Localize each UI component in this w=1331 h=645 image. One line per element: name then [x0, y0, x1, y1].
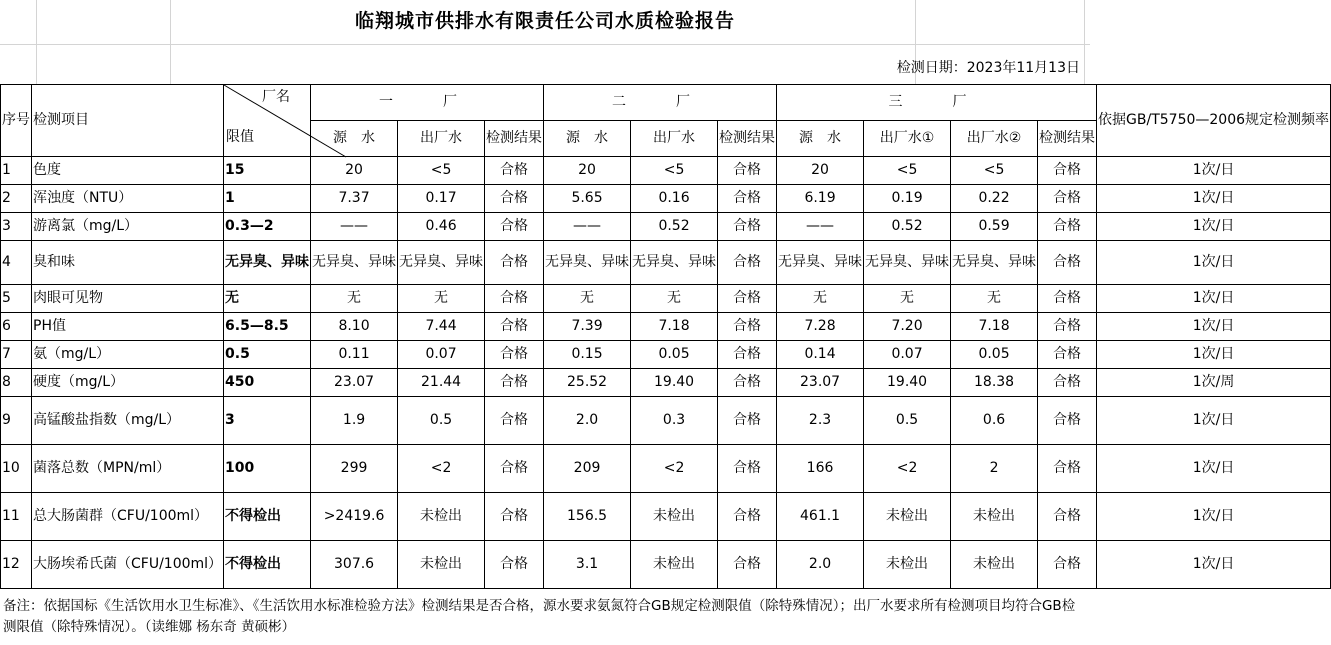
cell-p2-result: 合格	[718, 369, 777, 397]
cell-p3-outlet-1: <2	[864, 445, 951, 493]
table-row	[1, 341, 1331, 369]
cell-p1-source: 23.07	[311, 369, 398, 397]
cell-p3-source: 6.19	[777, 185, 864, 213]
cell-p2-source: 2.0	[544, 397, 631, 445]
cell-limit: 无异臭、异味	[224, 241, 311, 285]
cell-p3-source: 166	[777, 445, 864, 493]
cell-p3-outlet-2: 0.05	[951, 341, 1038, 369]
table-row	[1, 493, 1331, 541]
cell-limit: 3	[224, 397, 311, 445]
cell-p2-outlet: 0.52	[631, 213, 718, 241]
cell-p3-result: 合格	[1038, 313, 1097, 341]
cell-p1-result: 合格	[485, 285, 544, 313]
cell-p2-source: 156.5	[544, 493, 631, 541]
cell-seq: 11	[1, 493, 32, 541]
cell-p3-outlet-1: 0.52	[864, 213, 951, 241]
cell-p2-result: 合格	[718, 445, 777, 493]
cell-p3-outlet-2: 无	[951, 285, 1038, 313]
cell-limit: 无	[224, 285, 311, 313]
cell-p2-source: 无异臭、异味	[544, 241, 631, 285]
cell-p3-outlet-1: 未检出	[864, 493, 951, 541]
cell-limit: 0.5	[224, 341, 311, 369]
cell-p1-outlet: 7.44	[398, 313, 485, 341]
cell-p1-result: 合格	[485, 445, 544, 493]
cell-seq: 5	[1, 285, 32, 313]
cell-p2-outlet: 19.40	[631, 369, 718, 397]
header-p2-outlet: 出厂水	[631, 121, 718, 157]
cell-item: 大肠埃希氏菌（CFU/100ml）	[32, 541, 224, 589]
cell-p3-outlet-1: 未检出	[864, 541, 951, 589]
cell-item: 总大肠菌群（CFU/100ml）	[32, 493, 224, 541]
cell-p2-source: 25.52	[544, 369, 631, 397]
cell-item: PH值	[32, 313, 224, 341]
cell-seq: 12	[1, 541, 32, 589]
cell-limit: 1	[224, 185, 311, 213]
cell-p3-source: 2.0	[777, 541, 864, 589]
table-row	[1, 369, 1331, 397]
cell-p2-result: 合格	[718, 341, 777, 369]
cell-p1-outlet: 0.5	[398, 397, 485, 445]
cell-p2-result: 合格	[718, 185, 777, 213]
header-row-1	[1, 85, 1331, 121]
cell-p1-outlet: 21.44	[398, 369, 485, 397]
cell-p3-source: 20	[777, 157, 864, 185]
table-row	[1, 445, 1331, 493]
cell-frequency: 1次/日	[1097, 541, 1331, 589]
cell-item: 菌落总数（MPN/ml）	[32, 445, 224, 493]
cell-p2-outlet: <5	[631, 157, 718, 185]
header-p3-result: 检测结果	[1038, 121, 1097, 157]
header-p3-outlet-1: 出厂水①	[864, 121, 951, 157]
cell-frequency: 1次/周	[1097, 369, 1331, 397]
cell-p3-result: 合格	[1038, 185, 1097, 213]
cell-p2-outlet: 无异臭、异味	[631, 241, 718, 285]
cell-p3-outlet-1: 0.07	[864, 341, 951, 369]
table-row	[1, 185, 1331, 213]
cell-p3-outlet-2: 未检出	[951, 493, 1038, 541]
table-row	[1, 397, 1331, 445]
cell-p2-source: 3.1	[544, 541, 631, 589]
cell-p2-outlet: 0.05	[631, 341, 718, 369]
cell-item: 色度	[32, 157, 224, 185]
cell-p3-outlet-1: 19.40	[864, 369, 951, 397]
cell-frequency: 1次/日	[1097, 185, 1331, 213]
cell-limit: 15	[224, 157, 311, 185]
cell-p2-result: 合格	[718, 157, 777, 185]
cell-p3-outlet-1: 7.20	[864, 313, 951, 341]
cell-p3-result: 合格	[1038, 541, 1097, 589]
cell-p2-result: 合格	[718, 493, 777, 541]
cell-p3-outlet-2: 未检出	[951, 541, 1038, 589]
header-p2-source: 源 水	[544, 121, 631, 157]
inspection-date: 检测日期：2023年11月13日	[896, 60, 1080, 76]
cell-p3-result: 合格	[1038, 397, 1097, 445]
cell-p3-source: 461.1	[777, 493, 864, 541]
cell-p2-source: 无	[544, 285, 631, 313]
cell-p3-source: 无异臭、异味	[777, 241, 864, 285]
cell-p1-outlet: 无异臭、异味	[398, 241, 485, 285]
water-quality-table	[0, 84, 1331, 589]
cell-frequency: 1次/日	[1097, 213, 1331, 241]
cell-p1-result: 合格	[485, 313, 544, 341]
cell-limit: 不得检出	[224, 541, 311, 589]
cell-p3-outlet-2: <5	[951, 157, 1038, 185]
header-plant-2: 二 厂	[544, 85, 777, 121]
cell-p2-source: ——	[544, 213, 631, 241]
header-p3-source: 源 水	[777, 121, 864, 157]
cell-seq: 4	[1, 241, 32, 285]
cell-item: 浑浊度（NTU）	[32, 185, 224, 213]
cell-p1-result: 合格	[485, 397, 544, 445]
table-row	[1, 157, 1331, 185]
cell-p1-outlet: 0.17	[398, 185, 485, 213]
cell-p2-source: 0.15	[544, 341, 631, 369]
cell-frequency: 1次/日	[1097, 397, 1331, 445]
cell-p2-source: 7.39	[544, 313, 631, 341]
table-row	[1, 285, 1331, 313]
cell-p2-outlet: 未检出	[631, 541, 718, 589]
cell-frequency: 1次/日	[1097, 285, 1331, 313]
cell-p1-source: 307.6	[311, 541, 398, 589]
table-row	[1, 213, 1331, 241]
cell-p3-outlet-1: 无	[864, 285, 951, 313]
header-frequency: 依据GB/T5750—2006规定检测频率	[1097, 85, 1331, 157]
cell-limit: 6.5—8.5	[224, 313, 311, 341]
header-plant-1: 一 厂	[311, 85, 544, 121]
header-p1-outlet: 出厂水	[398, 121, 485, 157]
cell-p1-result: 合格	[485, 213, 544, 241]
header-p2-result: 检测结果	[718, 121, 777, 157]
cell-p2-result: 合格	[718, 213, 777, 241]
cell-p1-source: 299	[311, 445, 398, 493]
table-row	[1, 313, 1331, 341]
cell-p1-source: 8.10	[311, 313, 398, 341]
cell-limit: 100	[224, 445, 311, 493]
cell-item: 氨（mg/L）	[32, 341, 224, 369]
cell-seq: 9	[1, 397, 32, 445]
cell-item: 肉眼可见物	[32, 285, 224, 313]
cell-frequency: 1次/日	[1097, 313, 1331, 341]
cell-p1-result: 合格	[485, 241, 544, 285]
cell-p3-outlet-1: 0.19	[864, 185, 951, 213]
cell-p1-source: 无异臭、异味	[311, 241, 398, 285]
cell-p2-result: 合格	[718, 285, 777, 313]
cell-p1-source: 1.9	[311, 397, 398, 445]
cell-p3-source: 2.3	[777, 397, 864, 445]
cell-p2-source: 209	[544, 445, 631, 493]
cell-p1-result: 合格	[485, 369, 544, 397]
cell-p2-outlet: <2	[631, 445, 718, 493]
cell-frequency: 1次/日	[1097, 445, 1331, 493]
header-diagonal-cell	[224, 85, 311, 157]
cell-p1-result: 合格	[485, 157, 544, 185]
cell-p3-outlet-2: 0.59	[951, 213, 1038, 241]
cell-p2-outlet: 未检出	[631, 493, 718, 541]
cell-p3-outlet-2: 18.38	[951, 369, 1038, 397]
report-title: 临翔城市供排水有限责任公司水质检验报告	[354, 10, 735, 32]
cell-p2-source: 5.65	[544, 185, 631, 213]
cell-seq: 10	[1, 445, 32, 493]
cell-limit: 0.3—2	[224, 213, 311, 241]
cell-item: 高锰酸盐指数（mg/L）	[32, 397, 224, 445]
header-plant-3: 三 厂	[777, 85, 1097, 121]
cell-p1-source: ——	[311, 213, 398, 241]
cell-p1-source: >2419.6	[311, 493, 398, 541]
header-p3-outlet-2: 出厂水②	[951, 121, 1038, 157]
cell-p1-source: 7.37	[311, 185, 398, 213]
cell-p2-source: 20	[544, 157, 631, 185]
cell-p1-result: 合格	[485, 493, 544, 541]
cell-p2-result: 合格	[718, 241, 777, 285]
cell-p2-outlet: 无	[631, 285, 718, 313]
cell-item: 臭和味	[32, 241, 224, 285]
header-p1-result: 检测结果	[485, 121, 544, 157]
cell-p2-outlet: 0.3	[631, 397, 718, 445]
cell-p3-outlet-1: 0.5	[864, 397, 951, 445]
cell-limit: 450	[224, 369, 311, 397]
cell-frequency: 1次/日	[1097, 157, 1331, 185]
cell-p2-result: 合格	[718, 397, 777, 445]
header-seq: 序号	[1, 85, 32, 157]
cell-p1-result: 合格	[485, 185, 544, 213]
cell-frequency: 1次/日	[1097, 493, 1331, 541]
cell-p3-result: 合格	[1038, 157, 1097, 185]
header-plant-name: 厂名	[262, 89, 291, 105]
cell-p2-result: 合格	[718, 541, 777, 589]
cell-seq: 3	[1, 213, 32, 241]
gridline	[0, 44, 1090, 45]
cell-p1-outlet: 无	[398, 285, 485, 313]
cell-seq: 7	[1, 341, 32, 369]
cell-p3-result: 合格	[1038, 493, 1097, 541]
cell-p3-source: 无	[777, 285, 864, 313]
cell-p1-outlet: 0.07	[398, 341, 485, 369]
cell-p3-outlet-1: <5	[864, 157, 951, 185]
cell-p3-source: 0.14	[777, 341, 864, 369]
cell-seq: 6	[1, 313, 32, 341]
cell-p3-result: 合格	[1038, 369, 1097, 397]
cell-p1-source: 0.11	[311, 341, 398, 369]
cell-seq: 2	[1, 185, 32, 213]
cell-p2-outlet: 7.18	[631, 313, 718, 341]
cell-p1-result: 合格	[485, 341, 544, 369]
header-p1-source: 源 水	[311, 121, 398, 157]
cell-p3-result: 合格	[1038, 213, 1097, 241]
cell-frequency: 1次/日	[1097, 241, 1331, 285]
cell-p3-result: 合格	[1038, 285, 1097, 313]
cell-p3-source: 7.28	[777, 313, 864, 341]
remarks-note: 备注：依据国标《生活饮用水卫生标准》、《生活饮用水标准检验方法》检测结果是否合格，源水要求氨氮符合GB规定检测限值（除特殊情况）；出厂水要求所有检测项目均符合GB检测限值（除特殊情况）。（读维娜 杨东奇 黄硕彬）	[3, 598, 1076, 635]
cell-item: 硬度（mg/L）	[32, 369, 224, 397]
cell-p3-outlet-1: 无异臭、异味	[864, 241, 951, 285]
cell-item: 游离氯（mg/L）	[32, 213, 224, 241]
cell-p3-source: ——	[777, 213, 864, 241]
cell-seq: 1	[1, 157, 32, 185]
cell-p1-outlet: 未检出	[398, 541, 485, 589]
header-limit: 限值	[226, 129, 255, 145]
cell-p1-source: 20	[311, 157, 398, 185]
cell-p1-outlet: <5	[398, 157, 485, 185]
cell-p1-result: 合格	[485, 541, 544, 589]
cell-p3-result: 合格	[1038, 445, 1097, 493]
cell-p3-outlet-2: 无异臭、异味	[951, 241, 1038, 285]
cell-p3-result: 合格	[1038, 241, 1097, 285]
cell-p2-outlet: 0.16	[631, 185, 718, 213]
cell-p3-outlet-2: 0.22	[951, 185, 1038, 213]
table-row	[1, 541, 1331, 589]
cell-p3-source: 23.07	[777, 369, 864, 397]
header-item: 检测项目	[32, 85, 224, 157]
cell-frequency: 1次/日	[1097, 341, 1331, 369]
cell-p3-outlet-2: 7.18	[951, 313, 1038, 341]
cell-seq: 8	[1, 369, 32, 397]
cell-p1-source: 无	[311, 285, 398, 313]
cell-p1-outlet: <2	[398, 445, 485, 493]
cell-p1-outlet: 0.46	[398, 213, 485, 241]
cell-p3-outlet-2: 2	[951, 445, 1038, 493]
cell-p1-outlet: 未检出	[398, 493, 485, 541]
cell-p2-result: 合格	[718, 313, 777, 341]
cell-p3-result: 合格	[1038, 341, 1097, 369]
table-row	[1, 241, 1331, 285]
cell-p3-outlet-2: 0.6	[951, 397, 1038, 445]
cell-limit: 不得检出	[224, 493, 311, 541]
